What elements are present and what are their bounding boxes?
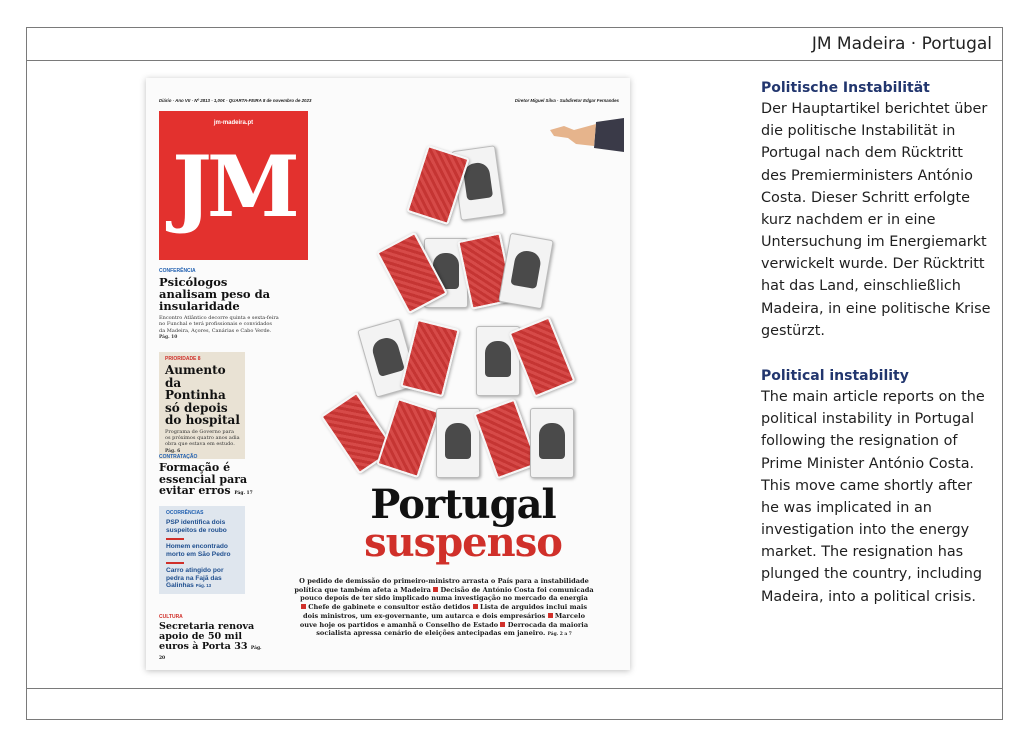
story-headline: Secretaria renova apoio de 50 mil euros à Porta 33 Pág. 20 [159, 621, 262, 662]
item-divider [166, 562, 184, 564]
masthead-edition: Diário · Ano VII · Nº 2813 · 1,00€ · QUARTA-FEIRA 8 de novembro de 2023 [159, 98, 312, 103]
sidebar-occurrences-box [159, 506, 245, 594]
sidebar-story-culture [159, 614, 269, 662]
footer-divider [26, 688, 1003, 689]
story-kicker: PRIORIDADE 8 [165, 356, 201, 362]
story-kicker: CONTRATAÇÃO [159, 454, 198, 460]
headline-line-1: Portugal [370, 481, 556, 528]
story-body: Programa de Governo para os próximos quatro anos adia obra que estava em estudo. Pág. 6 [165, 428, 240, 454]
story-headline: Formação é essencial para evitar erros Pág. 17 [159, 461, 253, 498]
playing-card [400, 319, 460, 398]
story-kicker: CONFERÊNCIA [159, 268, 196, 274]
lead-paragraph: O pedido de demissão do primeiro-ministro arrasta o País para a instabilidade política que também afeta a Madeira Decisão de António Costa foi comunicada pouco depois de ter sido implicado numa investigação no mercado da energia Chefe de gabinete e consultor estão detidos Lista de arguidos inclui mais dois ministros, um ex-governante, um autarca e dois empresários Marcelo ouve hoje os partidos e amanhã o Conselho de Estado Derrocada da maioria socialista apressa cenário de eleições antecipadas em janeiro. Pág. 2 a 7 [294, 577, 594, 638]
bullet-square [500, 622, 505, 627]
bullet-square [433, 587, 438, 592]
jm-logo [159, 111, 308, 260]
english-description [761, 368, 991, 608]
masthead-line [159, 98, 619, 103]
masthead-editors: Diretor Miguel Silva · Subdiretor Edgar Fernandes [514, 98, 619, 103]
headline-line-2: suspenso [364, 519, 562, 566]
occurrence-item: Homem encontrado morto em São Pedro [166, 543, 231, 558]
hand-illustration [524, 112, 624, 172]
description-body: The main article reports on the political instability in Portugal following the resignation of Prime Minister António Costa. This move came shortly after he was implicated in an investigation into the energy market. The resignation has plunged the country, including Madeira, into a political crisis. [761, 389, 985, 605]
sidebar-story-hiring [159, 454, 259, 497]
page-ref: Pág. 10 [159, 334, 178, 340]
bullet-square [301, 604, 306, 609]
playing-card [498, 233, 553, 310]
german-description [761, 80, 991, 342]
page-ref: Pág. 2 a 7 [547, 632, 572, 638]
logo-mark: JM [172, 137, 295, 236]
header-divider [26, 60, 1003, 61]
sidebar-story-priority [159, 352, 245, 459]
description-body: Der Hauptartikel berichtet über die politische Instabilität in Portugal nach dem Rücktritt des Premierministers António Costa. Dieser Schritt erfolgte kurz nachdem er in eine Untersuchung im Energiemarkt verwickelt wurde. Der Rücktritt hat das Land, einschließlich Madeira, in eine politische Krise gestürzt. [761, 101, 991, 339]
story-kicker: CULTURA [159, 614, 183, 620]
playing-card [376, 398, 439, 478]
playing-card [473, 399, 538, 480]
page-ref: Pág. 13 [195, 583, 212, 589]
bullet-square [473, 604, 478, 609]
description-heading: Political instability [761, 368, 909, 384]
playing-card [436, 408, 480, 478]
story-body: Encontro Atlântico decorre quinta e sexta-feira no Funchal e terá profissionais e convidados da Madeira, Açores, Canárias e Cabo Verde. Pág. 10 [159, 315, 279, 340]
story-headline: Psicólogos analisam peso da insularidade [159, 275, 271, 314]
playing-card [530, 408, 574, 478]
logo-url: jm-madeira.pt [213, 120, 254, 126]
page-ref: Pág. 20 [159, 646, 262, 662]
bullet-square [548, 613, 553, 618]
page-ref: Pág. 17 [234, 491, 253, 497]
source-label: JM Madeira · Portugal [811, 34, 992, 54]
description-heading: Politische Instabilität [761, 80, 930, 96]
story-headline: Aumento da Pontinha só depois do hospital [165, 363, 240, 428]
newspaper-cover [146, 78, 630, 670]
house-of-cards-illustration [296, 108, 626, 488]
sidebar-story-conference [159, 268, 279, 340]
item-divider [166, 538, 184, 540]
occurrence-item: PSP identifica dois suspeitos de roubo [166, 519, 227, 534]
story-kicker: OCORRÊNCIAS [166, 510, 204, 516]
occurrence-item: Carro atingido por pedra na Fajã das Galinhas Pág. 13 [166, 567, 224, 590]
page-ref: Pág. 6 [165, 448, 181, 454]
main-headline [296, 481, 630, 566]
